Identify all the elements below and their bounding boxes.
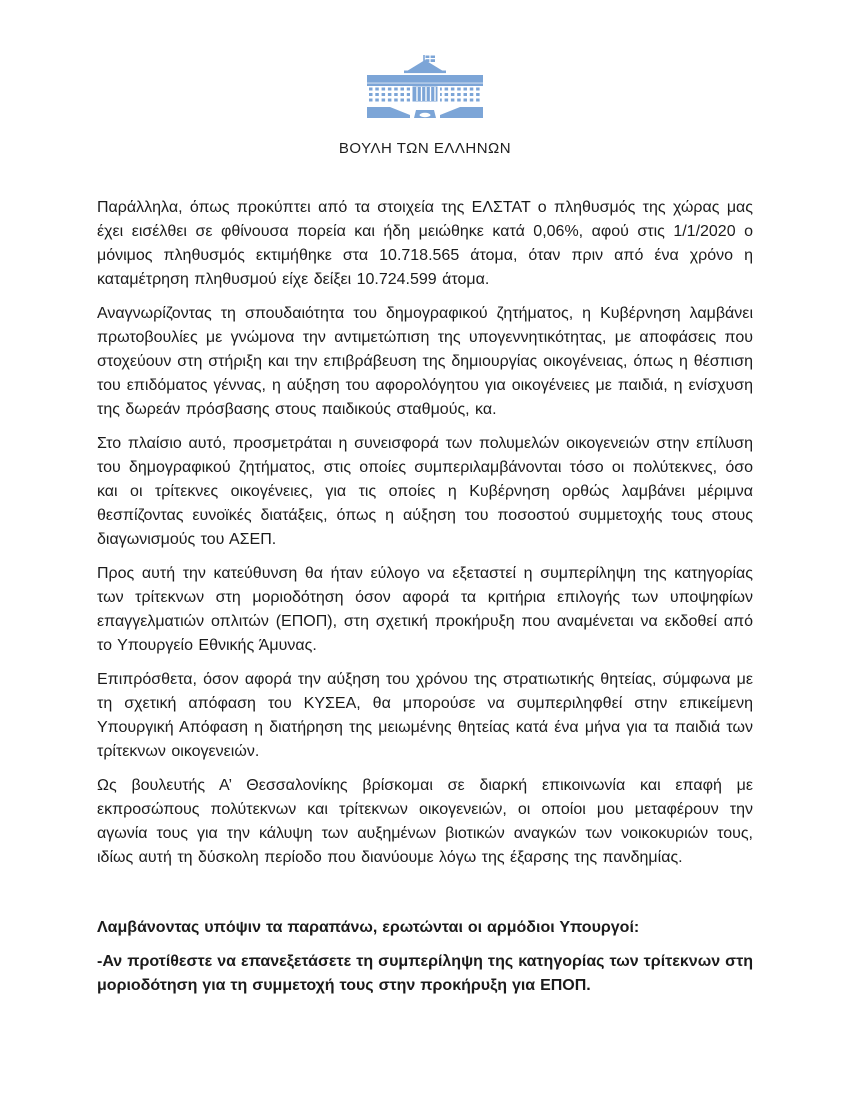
body-paragraph-4: Προς αυτή την κατεύθυνση θα ήταν εύλογο να εξεταστεί η συμπερίληψη της κατηγορίας των τρίτεκνων στη μοριοδότηση όσον αφορά τα κριτήρια επιλογής των υποψηφίων επαγγελματιών οπλιτών (ΕΠΟΠ), στη σχετική προκήρυξη που αναμένεται να εκδοθεί από το Υπουργείο Εθνικής Άμυνας. — [97, 565, 753, 654]
parliament-caption: ΒΟΥΛΗ ΤΩΝ ΕΛΛΗΝΩΝ — [338, 140, 512, 157]
body-paragraph-3: Στο πλαίσιο αυτό, προσμετράται η συνεισφορά των πολυμελών οικογενειών στην επίλυση του δημογραφικού ζητήματος, στις οποίες συμπεριλαμβάνονται τόσο οι πολύτεκνες, όσο και οι τρίτεκνες οικογένειες, για τις οποίες η Κυβέρνηση ορθώς λαμβάνει μέριμνα θεσπίζοντας ευνοϊκές διατάξεις, όπως η αύξηση του ποσοστού συμμετοχής τους στους διαγωνισμούς του ΑΣΕΠ. — [97, 435, 753, 548]
body-paragraph-5: Επιπρόσθετα, όσον αφορά την αύξηση του χρόνου της στρατιωτικής θητείας, σύμφωνα με τη σχετική απόφαση του ΚΥΣΕΑ, θα μπορούσε να συμπεριληφθεί στην επικείμενη Υπουργική Απόφαση η διατήρηση της μειωμένης θητείας κατά ένα μήνα για τα παιδιά των τρίτεκνων οικογενειών. — [97, 671, 753, 760]
body-paragraph-1: Παράλληλα, όπως προκύπτει από τα στοιχεία της ΕΛΣΤΑΤ ο πληθυσμός της χώρας μας έχει εισέλθει σε φθίνουσα πορεία και ήδη μειώθηκε κατά 0,06%, αφού στις 1/1/2020 ο μόνιμος πληθυσμός εκτιμήθηκε στα 10.718.565 άτομα, όταν πριν από ένα χρόνο η καταμέτρηση πληθυσμού είχε δείξει 10.724.599 άτομα. — [97, 199, 753, 288]
parliament-building-icon — [366, 55, 484, 119]
document-body — [97, 196, 753, 998]
document-header — [0, 0, 850, 157]
question-item-1: -Αν προτίθεστε να επανεξετάσετε τη συμπερίληψη της κατηγορίας των τρίτεκνων στη μοριοδότηση για τη συμμετοχή τους στην προκήρυξη για ΕΠΟΠ. — [97, 953, 753, 994]
body-paragraph-2: Αναγνωρίζοντας τη σπουδαιότητα του δημογραφικού ζητήματος, η Κυβέρνηση λαμβάνει πρωτοβουλίες με γνώμονα την αντιμετώπιση της υπογεννητικότητας, με αποφάσεις που στοχεύουν στη στήριξη και την επιβράβευση της δημιουργίας οικογένειας, όπως η θέσπιση του επιδόματος γέννας, η αύξηση του αφορολόγητου για οικογένειες με παιδιά, η ενίσχυση της δωρεάν πρόσβασης στους παιδικούς σταθμούς, κα. — [97, 305, 753, 418]
spacer — [97, 880, 753, 916]
parliament-logo — [366, 55, 484, 119]
question-intro: Λαμβάνοντας υπόψιν τα παραπάνω, ερωτώνται οι αρμόδιοι Υπουργοί: — [97, 919, 640, 936]
body-paragraph-6: Ως βουλευτής Α’ Θεσσαλονίκης βρίσκομαι σε διαρκή επικοινωνία και επαφή με εκπροσώπους πολύτεκνων και τρίτεκνων οικογενειών, οι οποίοι μου μεταφέρουν την αγωνία τους για την κάλυψη των αυξημένων βιοτικών αναγκών των νοικοκυριών τους, ιδίως αυτή τη δύσκολη περίοδο που διανύουμε λόγω της έξαρσης της πανδημίας. — [97, 777, 753, 866]
